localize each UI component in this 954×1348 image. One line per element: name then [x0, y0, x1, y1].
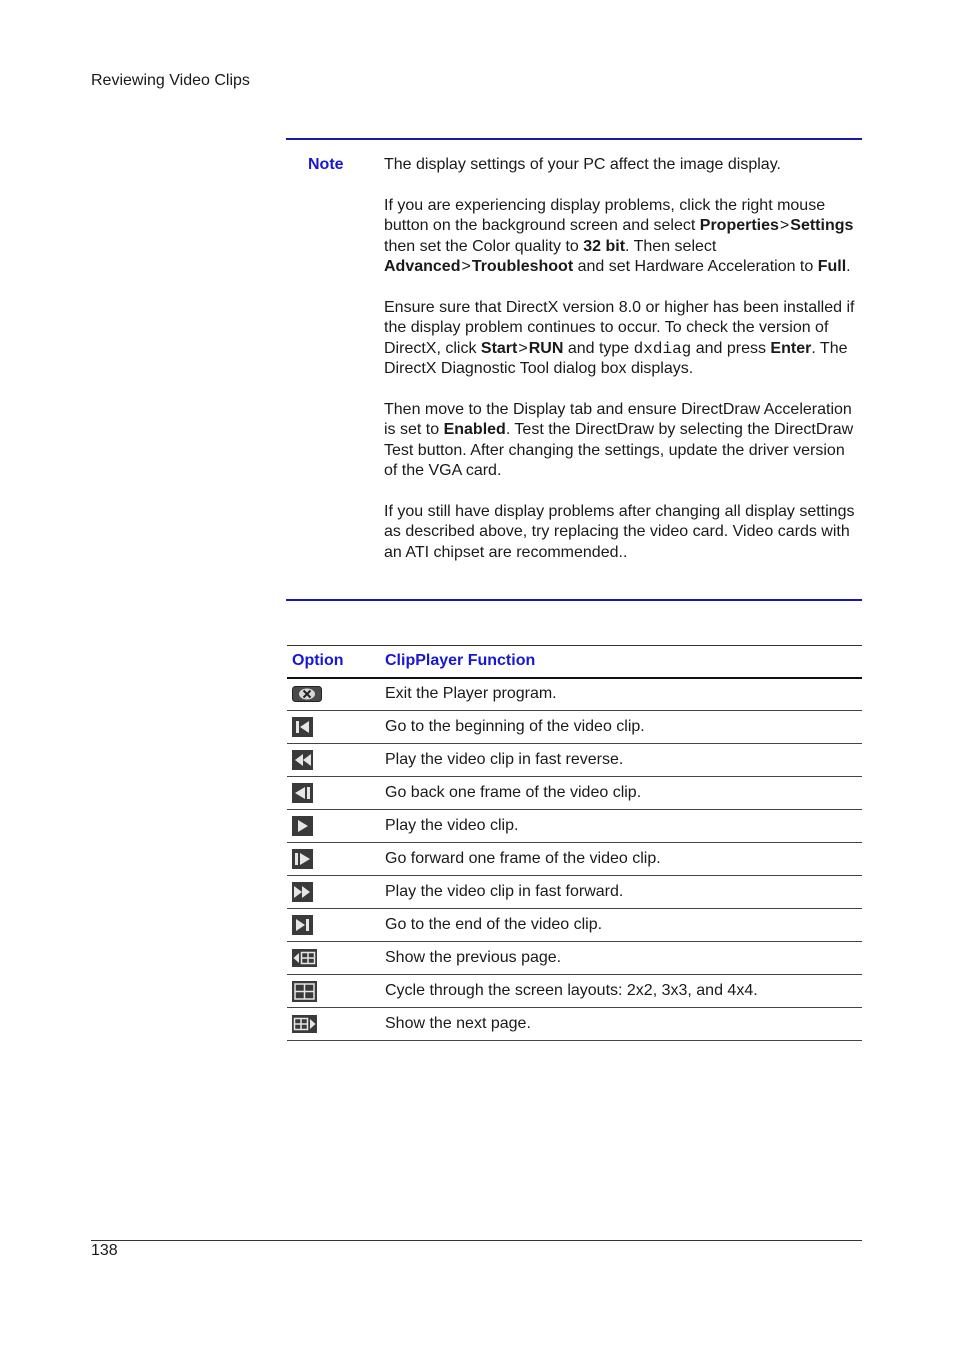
- ui-term: 32 bit: [583, 237, 626, 255]
- function-description: Cycle through the screen layouts: 2x2, 3x3, and 4x4.: [385, 982, 758, 999]
- function-description: Show the previous page.: [385, 949, 562, 966]
- step-forward-frame-icon: [292, 849, 313, 869]
- text: If you are experiencing display problems, click the right mouse button on the background screen and select: [384, 196, 826, 235]
- play-icon: [292, 816, 313, 836]
- ui-term: Enter: [770, 339, 812, 357]
- go-to-end-icon: [292, 915, 313, 935]
- path-separator: >: [779, 217, 790, 235]
- page-number: 138: [91, 1242, 118, 1259]
- clipplayer-options-table: [287, 645, 862, 1041]
- column-header-option: Option: [292, 652, 344, 670]
- table-row: [287, 876, 862, 909]
- ui-term: Enabled: [443, 421, 506, 439]
- text: and set Hardware Acceleration to: [573, 258, 818, 276]
- screen-layout-icon: [292, 981, 317, 1002]
- function-description: Go forward one frame of the video clip.: [385, 850, 661, 867]
- text: Ensure sure that DirectX version 8.0 or higher has been installed if the display problem continues to occur. To check the version of DirectX, click: [384, 298, 855, 357]
- note-paragraph-4: [384, 400, 862, 482]
- note-paragraph-5: If you still have display problems after changing all display settings as described above, try replacing the video card. Video cards with an ATI chipset are recommended..: [384, 502, 855, 561]
- note-label: Note: [308, 156, 344, 173]
- function-description: Play the video clip.: [385, 817, 519, 834]
- ui-term: Advanced: [384, 258, 461, 276]
- table-row: [287, 975, 862, 1008]
- fast-reverse-icon: [292, 750, 313, 770]
- note-box: [286, 138, 862, 601]
- function-description: Go back one frame of the video clip.: [385, 784, 642, 801]
- path-separator: >: [461, 258, 471, 276]
- exit-icon: [292, 686, 322, 702]
- function-description: Play the video clip in fast forward.: [385, 883, 624, 900]
- ui-term: Properties: [699, 217, 779, 235]
- table-row: [287, 1008, 862, 1041]
- note-paragraph-3: [384, 298, 862, 380]
- step-back-frame-icon: [292, 783, 313, 803]
- column-header-function: ClipPlayer Function: [385, 652, 536, 670]
- ui-term: Full: [817, 258, 847, 276]
- previous-page-icon: [292, 949, 317, 967]
- table-row: [287, 678, 862, 711]
- function-description: Go to the end of the video clip.: [385, 916, 603, 933]
- fast-forward-icon: [292, 882, 313, 902]
- ui-term: RUN: [528, 339, 564, 357]
- note-body: [384, 155, 862, 583]
- path-separator: >: [518, 339, 528, 357]
- running-header: Reviewing Video Clips: [91, 72, 250, 89]
- table-row: [287, 843, 862, 876]
- text: . Then select: [625, 237, 717, 255]
- ui-term: Start: [480, 339, 518, 357]
- table-row: [287, 909, 862, 942]
- text: and type: [563, 339, 634, 357]
- table-row: [287, 744, 862, 777]
- note-paragraph-1: The display settings of your PC affect the image display.: [384, 156, 781, 173]
- table-row: [287, 777, 862, 810]
- table-row: [287, 810, 862, 843]
- table-row: [287, 711, 862, 744]
- note-paragraph-2: [384, 196, 862, 278]
- footer-divider: [91, 1240, 862, 1241]
- next-page-icon: [292, 1015, 317, 1033]
- text: . Test the DirectDraw by selecting the DirectDraw Test button. After changing the settings, update the driver version of the VGA card.: [384, 421, 854, 480]
- text: and press: [691, 339, 771, 357]
- go-to-beginning-icon: [292, 717, 313, 737]
- function-description: Exit the Player program.: [385, 685, 557, 703]
- ui-term: Settings: [790, 217, 854, 235]
- function-description: Go to the beginning of the video clip.: [385, 718, 645, 735]
- command-code: dxdiag: [633, 339, 692, 358]
- text: . The DirectX Diagnostic Tool dialog box displays.: [384, 339, 848, 378]
- function-description: Play the video clip in fast reverse.: [385, 751, 624, 768]
- table-row: [287, 942, 862, 975]
- text: .: [846, 258, 851, 276]
- ui-term: Troubleshoot: [471, 258, 574, 276]
- text: Then move to the Display tab and ensure DirectDraw Acceleration is set to: [384, 400, 852, 439]
- text: then set the Color quality to: [384, 237, 584, 255]
- function-description: Show the next page.: [385, 1015, 531, 1032]
- table-header-row: [287, 646, 862, 678]
